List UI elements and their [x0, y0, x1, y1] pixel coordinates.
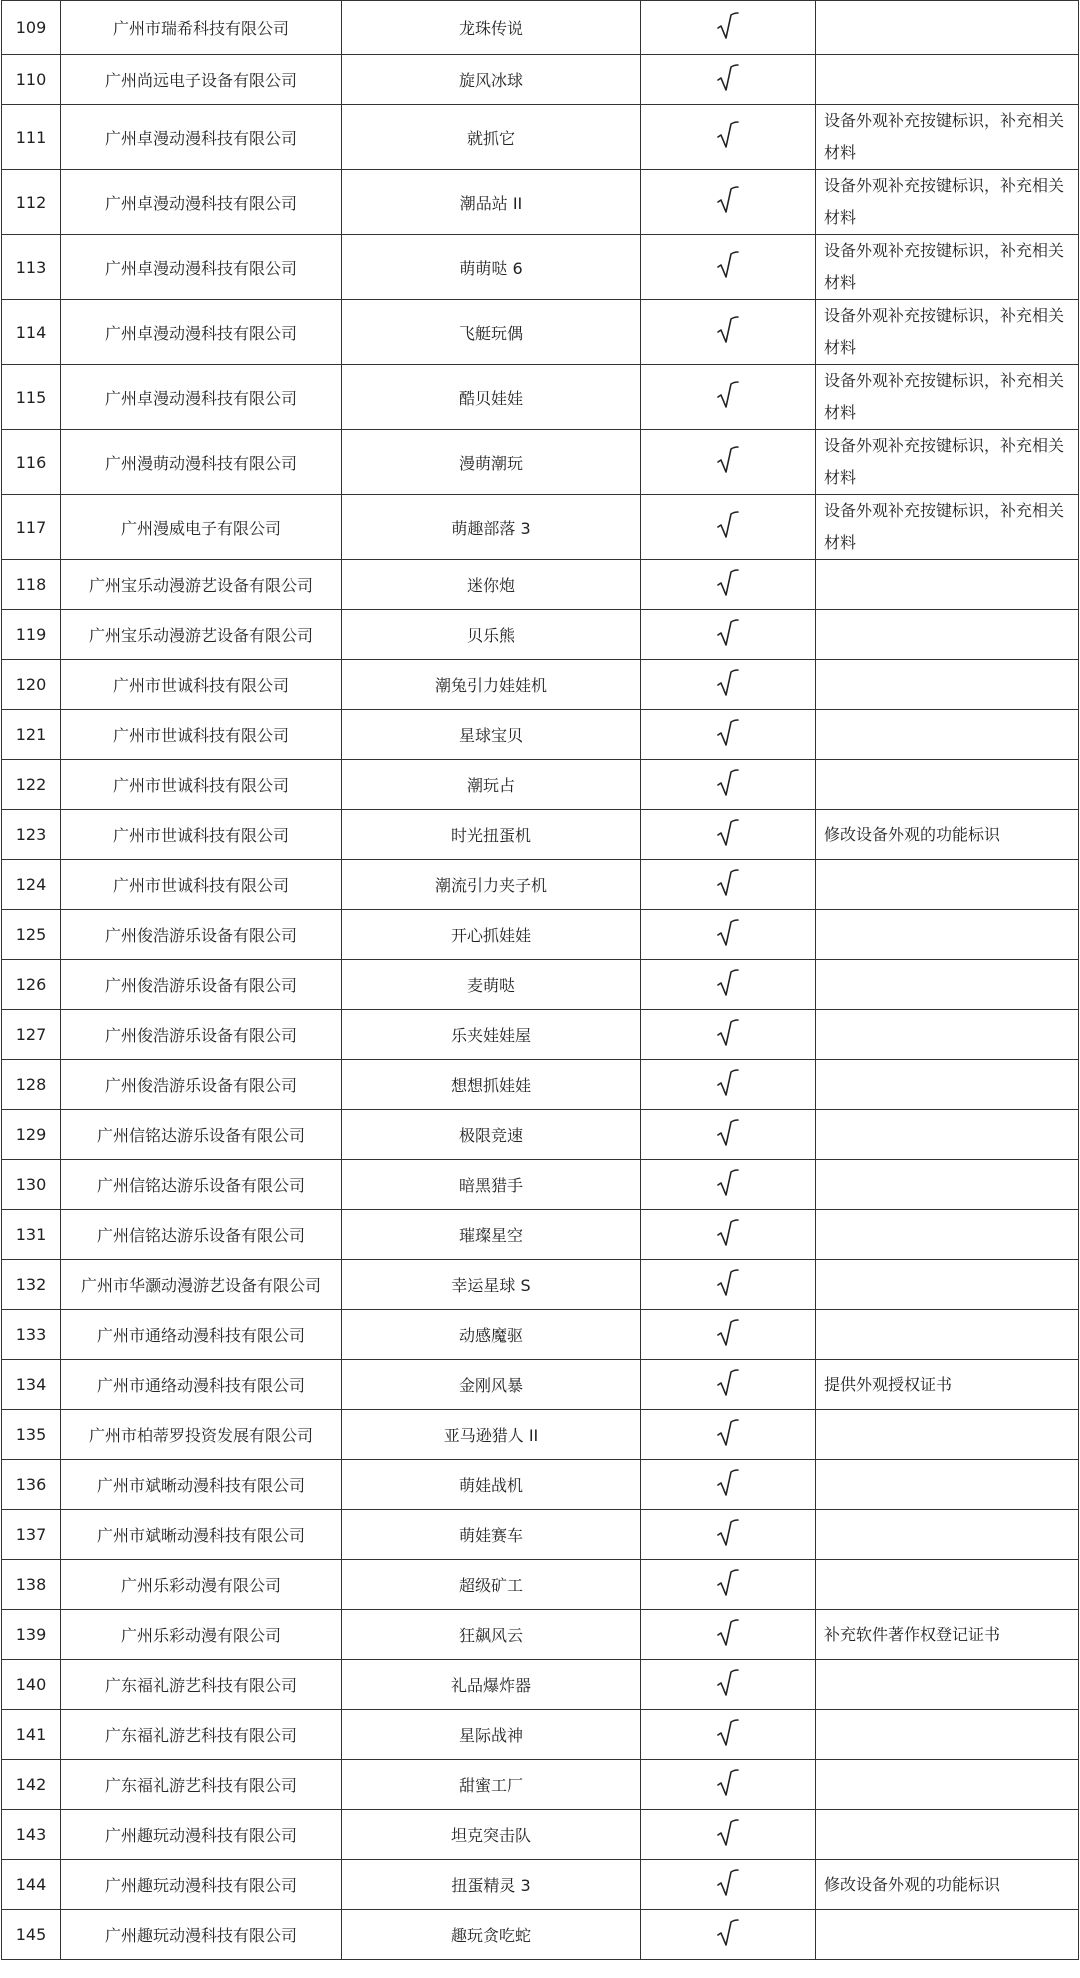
company-name: 广州宝乐动漫游艺设备有限公司	[61, 560, 342, 610]
remark-text	[816, 1060, 1079, 1110]
checkmark-icon	[717, 1768, 739, 1798]
check-cell	[641, 235, 816, 300]
table-row	[2, 910, 1079, 960]
checkmark-icon	[717, 1618, 739, 1648]
check-cell	[641, 1110, 816, 1160]
company-name: 广州市华灏动漫游艺设备有限公司	[61, 1260, 342, 1310]
table-row	[2, 1860, 1079, 1910]
row-number: 137	[2, 1510, 61, 1560]
row-number: 134	[2, 1360, 61, 1410]
product-name: 贝乐熊	[342, 610, 641, 660]
table-row	[2, 235, 1079, 300]
check-cell	[641, 55, 816, 105]
check-cell	[641, 910, 816, 960]
remark-text	[816, 1460, 1079, 1510]
checkmark-icon	[717, 718, 739, 748]
checkmark-icon	[717, 250, 739, 280]
checkmark-icon	[717, 1668, 739, 1698]
check-cell	[641, 710, 816, 760]
remark-text	[816, 660, 1079, 710]
checkmark-icon	[717, 668, 739, 698]
company-name: 广州卓漫动漫科技有限公司	[61, 235, 342, 300]
remark-text	[816, 1660, 1079, 1710]
checkmark-icon	[717, 1018, 739, 1048]
check-cell	[641, 1410, 816, 1460]
row-number: 115	[2, 365, 61, 430]
checkmark-icon	[717, 618, 739, 648]
company-name: 广州市世诚科技有限公司	[61, 860, 342, 910]
row-number: 120	[2, 660, 61, 710]
table-row	[2, 1310, 1079, 1360]
remark-text	[816, 560, 1079, 610]
row-number: 125	[2, 910, 61, 960]
check-cell	[641, 560, 816, 610]
company-name: 广东福礼游艺科技有限公司	[61, 1760, 342, 1810]
company-name: 广州乐彩动漫有限公司	[61, 1560, 342, 1610]
row-number: 145	[2, 1910, 61, 1960]
remark-text: 设备外观补充按键标识，补充相关材料	[816, 430, 1079, 495]
product-name: 幸运星球 S	[342, 1260, 641, 1310]
checkmark-icon	[717, 1418, 739, 1448]
row-number: 135	[2, 1410, 61, 1460]
table-row	[2, 170, 1079, 235]
row-number: 112	[2, 170, 61, 235]
check-cell	[641, 300, 816, 365]
checkmark-icon	[717, 1318, 739, 1348]
remark-text: 设备外观补充按键标识，补充相关材料	[816, 495, 1079, 560]
check-cell	[641, 170, 816, 235]
remark-text: 修改设备外观的功能标识	[816, 1860, 1079, 1910]
checkmark-icon	[717, 120, 739, 150]
remark-text	[816, 1410, 1079, 1460]
remark-text	[816, 1, 1079, 55]
table-row	[2, 760, 1079, 810]
product-name: 亚马逊猎人 II	[342, 1410, 641, 1460]
table-row	[2, 105, 1079, 170]
check-cell	[641, 430, 816, 495]
table-row	[2, 1010, 1079, 1060]
table-row	[2, 1, 1079, 55]
remark-text	[816, 1560, 1079, 1610]
checkmark-icon	[717, 63, 739, 93]
row-number: 141	[2, 1710, 61, 1760]
check-cell	[641, 1860, 816, 1910]
company-name: 广州尚远电子设备有限公司	[61, 55, 342, 105]
table-row	[2, 1060, 1079, 1110]
checkmark-icon	[717, 1168, 739, 1198]
check-cell	[641, 810, 816, 860]
check-cell	[641, 1810, 816, 1860]
company-name: 广州信铭达游乐设备有限公司	[61, 1110, 342, 1160]
row-number: 128	[2, 1060, 61, 1110]
product-name: 乐夹娃娃屋	[342, 1010, 641, 1060]
check-cell	[641, 1710, 816, 1760]
company-name: 广州趣玩动漫科技有限公司	[61, 1860, 342, 1910]
checkmark-icon	[717, 1718, 739, 1748]
row-number: 111	[2, 105, 61, 170]
product-name: 漫萌潮玩	[342, 430, 641, 495]
company-name: 广州市通络动漫科技有限公司	[61, 1310, 342, 1360]
check-cell	[641, 660, 816, 710]
company-name: 广州俊浩游乐设备有限公司	[61, 910, 342, 960]
checkmark-icon	[717, 918, 739, 948]
row-number: 119	[2, 610, 61, 660]
table-row	[2, 660, 1079, 710]
row-number: 126	[2, 960, 61, 1010]
product-name: 迷你炮	[342, 560, 641, 610]
product-name: 超级矿工	[342, 1560, 641, 1610]
row-number: 116	[2, 430, 61, 495]
table-row	[2, 1760, 1079, 1810]
product-name: 趣玩贪吃蛇	[342, 1910, 641, 1960]
company-name: 广州卓漫动漫科技有限公司	[61, 105, 342, 170]
product-name: 星际战神	[342, 1710, 641, 1760]
product-name: 萌趣部落 3	[342, 495, 641, 560]
row-number: 143	[2, 1810, 61, 1860]
remark-text	[816, 1510, 1079, 1560]
product-name: 潮流引力夹子机	[342, 860, 641, 910]
product-name: 龙珠传说	[342, 1, 641, 55]
row-number: 117	[2, 495, 61, 560]
product-name: 潮品站 II	[342, 170, 641, 235]
table-row	[2, 860, 1079, 910]
checkmark-icon	[717, 1068, 739, 1098]
company-name: 广州信铭达游乐设备有限公司	[61, 1160, 342, 1210]
product-name: 璀璨星空	[342, 1210, 641, 1260]
company-name: 广州市世诚科技有限公司	[61, 660, 342, 710]
remark-text: 设备外观补充按键标识，补充相关材料	[816, 365, 1079, 430]
product-name: 暗黑猎手	[342, 1160, 641, 1210]
company-name: 广东福礼游艺科技有限公司	[61, 1660, 342, 1710]
product-name: 扭蛋精灵 3	[342, 1860, 641, 1910]
remark-text	[816, 860, 1079, 910]
table-row	[2, 810, 1079, 860]
check-cell	[641, 495, 816, 560]
table-body	[2, 1, 1079, 1960]
remark-text	[816, 1160, 1079, 1210]
checkmark-icon	[717, 11, 739, 41]
product-name: 就抓它	[342, 105, 641, 170]
product-name: 时光扭蛋机	[342, 810, 641, 860]
table-row	[2, 560, 1079, 610]
checkmark-icon	[717, 868, 739, 898]
checkmark-icon	[717, 818, 739, 848]
checkmark-icon	[717, 1868, 739, 1898]
row-number: 127	[2, 1010, 61, 1060]
row-number: 110	[2, 55, 61, 105]
company-name: 广州俊浩游乐设备有限公司	[61, 960, 342, 1010]
product-name: 动感魔驱	[342, 1310, 641, 1360]
check-cell	[641, 365, 816, 430]
product-name: 想想抓娃娃	[342, 1060, 641, 1110]
company-name: 广州市世诚科技有限公司	[61, 810, 342, 860]
product-name: 酷贝娃娃	[342, 365, 641, 430]
check-cell	[641, 1260, 816, 1310]
check-cell	[641, 1, 816, 55]
company-name: 广州市柏蒂罗投资发展有限公司	[61, 1410, 342, 1460]
row-number: 133	[2, 1310, 61, 1360]
row-number: 123	[2, 810, 61, 860]
table-row	[2, 55, 1079, 105]
table-row	[2, 1660, 1079, 1710]
checkmark-icon	[717, 1368, 739, 1398]
table-row	[2, 710, 1079, 760]
table-row	[2, 1560, 1079, 1610]
check-cell	[641, 1560, 816, 1610]
company-name: 广州卓漫动漫科技有限公司	[61, 170, 342, 235]
product-name: 星球宝贝	[342, 710, 641, 760]
check-cell	[641, 760, 816, 810]
remark-text	[816, 1760, 1079, 1810]
check-cell	[641, 105, 816, 170]
check-cell	[641, 1160, 816, 1210]
remark-text	[816, 1010, 1079, 1060]
check-cell	[641, 610, 816, 660]
remark-text	[816, 1810, 1079, 1860]
company-name: 广州乐彩动漫有限公司	[61, 1610, 342, 1660]
check-cell	[641, 1910, 816, 1960]
row-number: 109	[2, 1, 61, 55]
remark-text: 提供外观授权证书	[816, 1360, 1079, 1410]
table-row	[2, 1710, 1079, 1760]
checkmark-icon	[717, 1118, 739, 1148]
approval-table	[1, 0, 1079, 1960]
row-number: 139	[2, 1610, 61, 1660]
company-name: 广州宝乐动漫游艺设备有限公司	[61, 610, 342, 660]
remark-text	[816, 1910, 1079, 1960]
remark-text	[816, 1310, 1079, 1360]
check-cell	[641, 1610, 816, 1660]
product-name: 礼品爆炸器	[342, 1660, 641, 1710]
row-number: 124	[2, 860, 61, 910]
product-name: 极限竞速	[342, 1110, 641, 1160]
product-name: 开心抓娃娃	[342, 910, 641, 960]
row-number: 122	[2, 760, 61, 810]
table-row	[2, 1160, 1079, 1210]
table-row	[2, 610, 1079, 660]
checkmark-icon	[717, 510, 739, 540]
table-row	[2, 1460, 1079, 1510]
table-row	[2, 1610, 1079, 1660]
checkmark-icon	[717, 1568, 739, 1598]
row-number: 130	[2, 1160, 61, 1210]
check-cell	[641, 1510, 816, 1560]
checkmark-icon	[717, 1818, 739, 1848]
checkmark-icon	[717, 1218, 739, 1248]
check-cell	[641, 1460, 816, 1510]
company-name: 广州市斌晰动漫科技有限公司	[61, 1460, 342, 1510]
remark-text	[816, 1260, 1079, 1310]
company-name: 广东福礼游艺科技有限公司	[61, 1710, 342, 1760]
row-number: 121	[2, 710, 61, 760]
table-row	[2, 1210, 1079, 1260]
product-name: 萌萌哒 6	[342, 235, 641, 300]
table-row	[2, 495, 1079, 560]
check-cell	[641, 1660, 816, 1710]
company-name: 广州漫威电子有限公司	[61, 495, 342, 560]
check-cell	[641, 860, 816, 910]
checkmark-icon	[717, 445, 739, 475]
product-name: 萌娃赛车	[342, 1510, 641, 1560]
remark-text	[816, 1210, 1079, 1260]
check-cell	[641, 1310, 816, 1360]
company-name: 广州趣玩动漫科技有限公司	[61, 1810, 342, 1860]
product-name: 旋风冰球	[342, 55, 641, 105]
row-number: 114	[2, 300, 61, 365]
check-cell	[641, 1010, 816, 1060]
check-cell	[641, 1210, 816, 1260]
row-number: 132	[2, 1260, 61, 1310]
product-name: 坦克突击队	[342, 1810, 641, 1860]
remark-text	[816, 1110, 1079, 1160]
company-name: 广州漫萌动漫科技有限公司	[61, 430, 342, 495]
table-row	[2, 1410, 1079, 1460]
checkmark-icon	[717, 315, 739, 345]
checkmark-icon	[717, 768, 739, 798]
company-name: 广州俊浩游乐设备有限公司	[61, 1010, 342, 1060]
checkmark-icon	[717, 1918, 739, 1948]
company-name: 广州市世诚科技有限公司	[61, 760, 342, 810]
company-name: 广州市瑞希科技有限公司	[61, 1, 342, 55]
table-row	[2, 1260, 1079, 1310]
remark-text: 补充软件著作权登记证书	[816, 1610, 1079, 1660]
row-number: 131	[2, 1210, 61, 1260]
company-name: 广州市世诚科技有限公司	[61, 710, 342, 760]
row-number: 138	[2, 1560, 61, 1610]
company-name: 广州卓漫动漫科技有限公司	[61, 365, 342, 430]
table-row	[2, 960, 1079, 1010]
row-number: 136	[2, 1460, 61, 1510]
remark-text	[816, 1710, 1079, 1760]
company-name: 广州俊浩游乐设备有限公司	[61, 1060, 342, 1110]
remark-text: 修改设备外观的功能标识	[816, 810, 1079, 860]
row-number: 118	[2, 560, 61, 610]
check-cell	[641, 1360, 816, 1410]
remark-text	[816, 960, 1079, 1010]
product-name: 金刚风暴	[342, 1360, 641, 1410]
remark-text	[816, 710, 1079, 760]
row-number: 142	[2, 1760, 61, 1810]
table-row	[2, 1510, 1079, 1560]
company-name: 广州市通络动漫科技有限公司	[61, 1360, 342, 1410]
row-number: 129	[2, 1110, 61, 1160]
table-row	[2, 1910, 1079, 1960]
check-cell	[641, 1760, 816, 1810]
table-row	[2, 1810, 1079, 1860]
remark-text: 设备外观补充按键标识，补充相关材料	[816, 170, 1079, 235]
company-name: 广州趣玩动漫科技有限公司	[61, 1910, 342, 1960]
checkmark-icon	[717, 1268, 739, 1298]
product-name: 甜蜜工厂	[342, 1760, 641, 1810]
checkmark-icon	[717, 568, 739, 598]
table-row	[2, 300, 1079, 365]
checkmark-icon	[717, 1468, 739, 1498]
check-cell	[641, 1060, 816, 1110]
company-name: 广州市斌晰动漫科技有限公司	[61, 1510, 342, 1560]
checkmark-icon	[717, 1518, 739, 1548]
remark-text: 设备外观补充按键标识，补充相关材料	[816, 235, 1079, 300]
table-row	[2, 1110, 1079, 1160]
remark-text	[816, 760, 1079, 810]
row-number: 144	[2, 1860, 61, 1910]
remark-text	[816, 910, 1079, 960]
product-name: 萌娃战机	[342, 1460, 641, 1510]
remark-text: 设备外观补充按键标识，补充相关材料	[816, 105, 1079, 170]
company-name: 广州卓漫动漫科技有限公司	[61, 300, 342, 365]
product-name: 麦萌哒	[342, 960, 641, 1010]
table-row	[2, 430, 1079, 495]
row-number: 113	[2, 235, 61, 300]
checkmark-icon	[717, 380, 739, 410]
product-name: 潮兔引力娃娃机	[342, 660, 641, 710]
company-name: 广州信铭达游乐设备有限公司	[61, 1210, 342, 1260]
table-row	[2, 1360, 1079, 1410]
product-name: 狂飙风云	[342, 1610, 641, 1660]
product-name: 飞艇玩偶	[342, 300, 641, 365]
check-cell	[641, 960, 816, 1010]
checkmark-icon	[717, 968, 739, 998]
remark-text	[816, 610, 1079, 660]
row-number: 140	[2, 1660, 61, 1710]
remark-text: 设备外观补充按键标识，补充相关材料	[816, 300, 1079, 365]
checkmark-icon	[717, 185, 739, 215]
product-name: 潮玩占	[342, 760, 641, 810]
remark-text	[816, 55, 1079, 105]
table-row	[2, 365, 1079, 430]
